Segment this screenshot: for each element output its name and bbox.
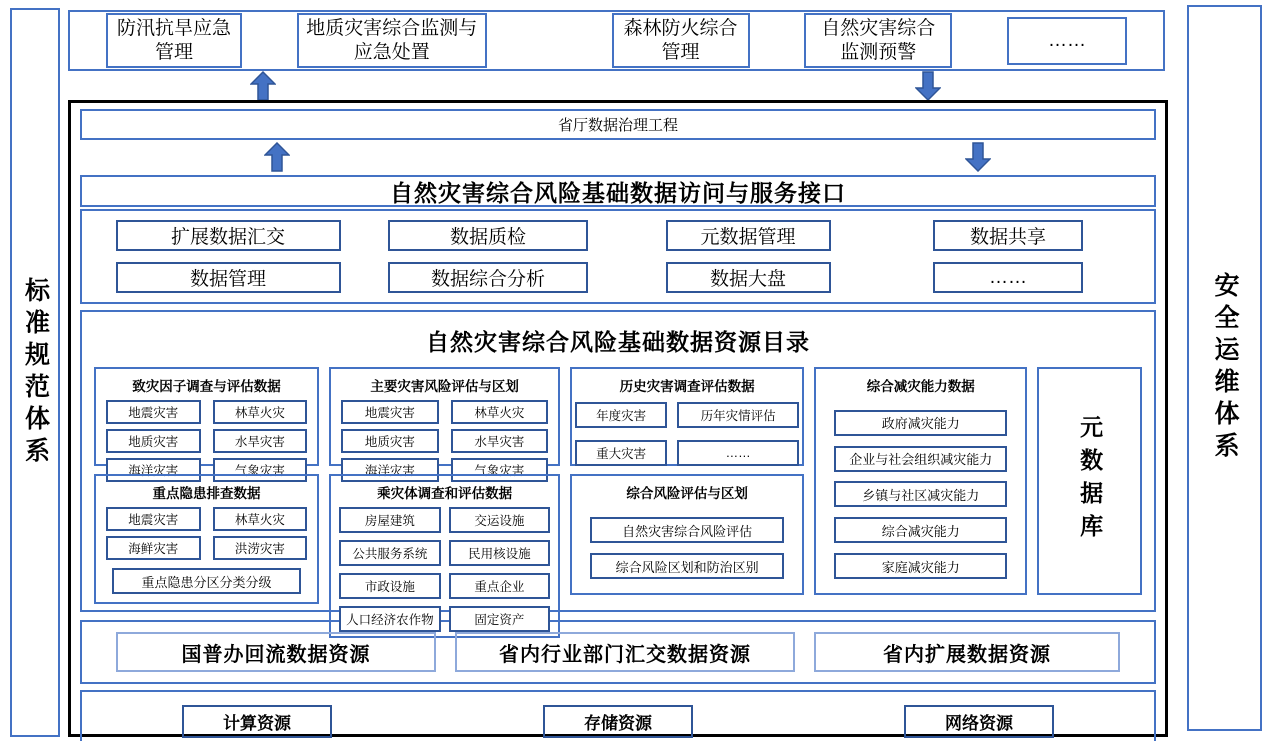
catalog-item-wide: 重点隐患分区分类分级 (112, 568, 301, 594)
down-arrow-icon (965, 142, 991, 172)
application-box: 防汛抗旱应急管理 (106, 13, 242, 69)
catalog-item: 公共服务系统 (339, 540, 441, 566)
group-major-risk (329, 367, 560, 478)
catalog-title: 自然灾害综合风险基础数据资源目录 (426, 329, 810, 355)
data-access-service-interface-label: 自然灾害综合风险基础数据访问与服务接口 (390, 179, 846, 206)
catalog-column-5 (1037, 367, 1142, 595)
security-ops-sidebar (1187, 5, 1262, 731)
catalog-item: 林草火灾 (213, 400, 308, 424)
catalog-item: 企业与社会组织减灾能力 (834, 446, 1007, 472)
group-title: 乘灾体调查和评估数据 (377, 486, 513, 501)
group-items (337, 507, 552, 632)
group-items (102, 507, 311, 560)
infrastructure-box: 网络资源 (904, 705, 1054, 738)
infrastructure-box: 存储资源 (543, 705, 693, 738)
application-box: …… (1007, 17, 1127, 65)
catalog-column-1 (94, 367, 319, 595)
catalog-item: 海洋灾害 (106, 458, 201, 482)
group-mitigation-capacity (814, 367, 1027, 595)
catalog-item: 家庭减灾能力 (834, 553, 1007, 579)
data-sources-row (80, 620, 1156, 684)
catalog-item: 重点企业 (449, 573, 551, 599)
catalog-column-3 (570, 367, 804, 595)
group-comprehensive-risk (570, 474, 804, 595)
catalog-item: 市政设施 (339, 573, 441, 599)
gov-data-governance-label: 省厅数据治理工程 (557, 117, 678, 134)
group-title: 致灾因子调查与评估数据 (132, 379, 281, 394)
group-hidden-danger (94, 474, 319, 604)
data-source-box: 国普办回流数据资源 (116, 632, 436, 672)
catalog-item: 林草火灾 (213, 507, 308, 531)
service-box: 数据共享 (933, 220, 1083, 251)
catalog-item: 海鲜灾害 (106, 536, 201, 560)
service-box: 扩展数据汇交 (116, 220, 341, 251)
group-items (578, 507, 796, 589)
catalog-item: …… (677, 440, 799, 466)
data-access-service-interface-bar (80, 175, 1156, 207)
group-history (570, 367, 804, 466)
catalog-item: 固定资产 (449, 606, 551, 632)
security-ops-label: 安全运维体系 (1211, 272, 1239, 464)
top-application-row (68, 10, 1165, 71)
service-box: 元数据管理 (666, 220, 831, 251)
catalog-item: 民用核设施 (449, 540, 551, 566)
down-arrow-icon (915, 71, 941, 101)
group-title: 历史灾害调查评估数据 (619, 379, 755, 394)
catalog-item: 自然灾害综合风险评估 (590, 517, 784, 543)
catalog-item: 气象灾害 (451, 458, 549, 482)
arrow-zone (80, 140, 1156, 175)
group-items (337, 400, 552, 482)
group-items (822, 400, 1019, 589)
catalog-item: 历年灾情评估 (677, 402, 799, 428)
catalog-item: 人口经济农作物 (339, 606, 441, 632)
data-source-box: 省内行业部门汇交数据资源 (455, 632, 795, 672)
catalog-item: 地震灾害 (106, 507, 201, 531)
service-box: 数据大盘 (666, 262, 831, 293)
service-box: …… (933, 262, 1083, 293)
metadata-database-label: 元数据库 (1077, 415, 1104, 547)
catalog-item: 综合风险区划和防治区别 (590, 553, 784, 579)
catalog-item: 房屋建筑 (339, 507, 441, 533)
catalog-item: 年度灾害 (575, 402, 667, 428)
application-box: 自然灾害综合监测预警 (804, 13, 952, 69)
service-box: 数据质检 (388, 220, 588, 251)
catalog-item: 地质灾害 (341, 429, 439, 453)
catalog-item: 林草火灾 (451, 400, 549, 424)
standards-system-label: 标准规范体系 (21, 276, 50, 469)
catalog-item: 水旱灾害 (213, 429, 308, 453)
catalog-item: 综合减灾能力 (834, 517, 1007, 543)
platform-main-box (68, 100, 1168, 737)
infrastructure-box: 计算资源 (182, 705, 332, 738)
catalog-item: 地震灾害 (106, 400, 201, 424)
group-bearing-body (329, 474, 560, 638)
catalog-item: 气象灾害 (213, 458, 308, 482)
catalog-column-2 (329, 367, 560, 627)
group-hazard-factor (94, 367, 319, 478)
metadata-database-box (1037, 367, 1142, 595)
catalog-item: 水旱灾害 (451, 429, 549, 453)
up-arrow-icon (264, 142, 290, 172)
catalog-column-4 (814, 367, 1027, 595)
data-services-panel (80, 209, 1156, 304)
service-box: 数据综合分析 (388, 262, 588, 293)
group-title: 综合风险评估与区划 (626, 486, 748, 501)
catalog-item: 海洋灾害 (341, 458, 439, 482)
group-title: 重点隐患排查数据 (152, 486, 261, 501)
catalog-item: 地质灾害 (106, 429, 201, 453)
data-resource-catalog (80, 310, 1156, 627)
service-box: 数据管理 (116, 262, 341, 293)
catalog-item: 地震灾害 (341, 400, 439, 424)
group-items (102, 400, 311, 482)
standards-system-sidebar (10, 8, 60, 737)
catalog-item: 交运设施 (449, 507, 551, 533)
catalog-item: 乡镇与社区减灾能力 (834, 481, 1007, 507)
catalog-item: 政府减灾能力 (834, 410, 1007, 436)
group-title: 综合减灾能力数据 (866, 379, 975, 394)
application-box: 森林防火综合管理 (612, 13, 750, 69)
application-box: 地质灾害综合监测与应急处置 (297, 13, 487, 69)
catalog-grid (94, 367, 1142, 627)
group-title: 主要灾害风险评估与区划 (370, 379, 519, 394)
data-source-box: 省内扩展数据资源 (814, 632, 1120, 672)
gov-data-governance-bar (80, 109, 1156, 140)
infrastructure-row (80, 690, 1156, 741)
catalog-item: 洪涝灾害 (213, 536, 308, 560)
catalog-item: 重大灾害 (575, 440, 667, 466)
up-arrow-icon (250, 71, 276, 101)
group-items (578, 400, 796, 466)
